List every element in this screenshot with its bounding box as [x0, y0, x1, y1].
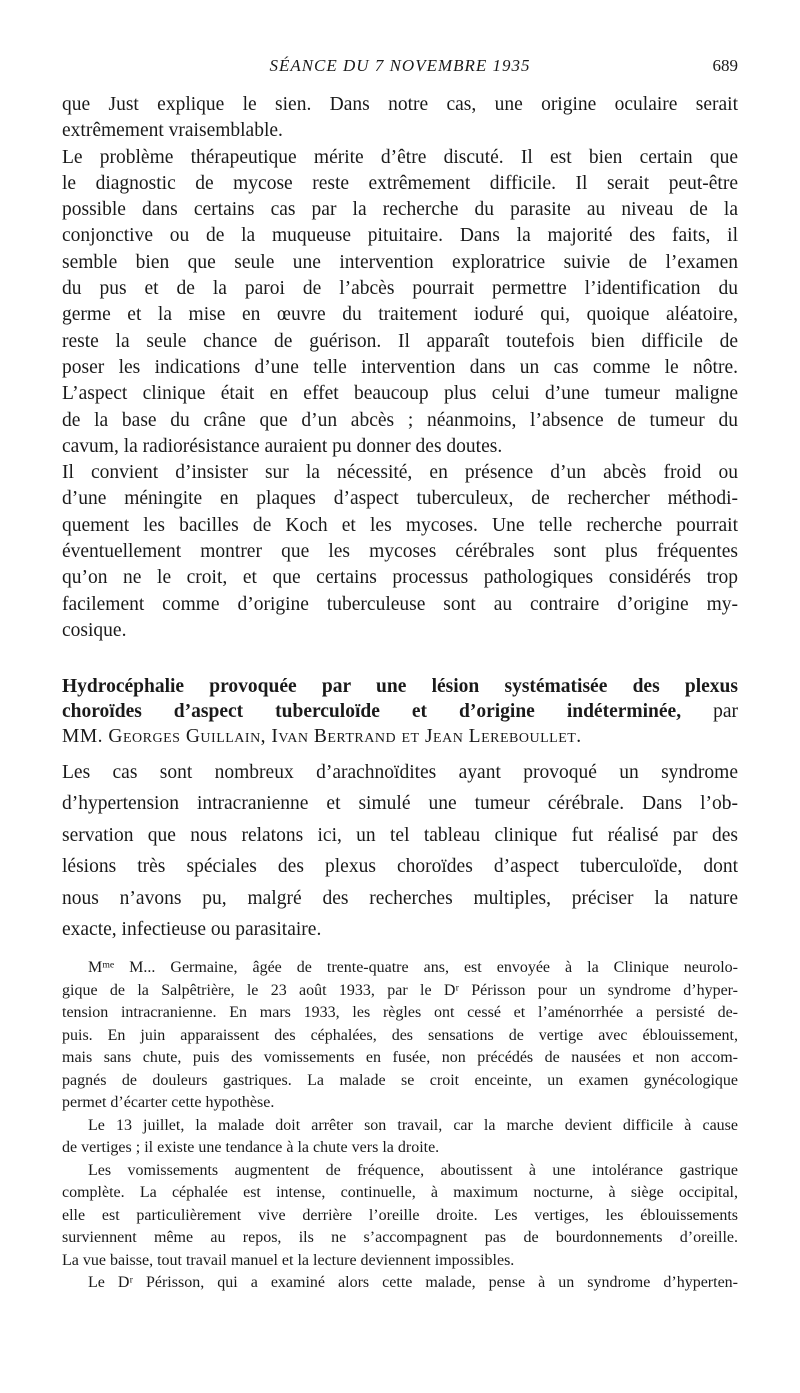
text-line: Le problème thérapeutique mérite d’être discuté. Il est bien certain que [62, 146, 738, 168]
text-line: L’aspect clinique était en effet beaucoup plus celui d’une tumeur maligne [62, 383, 738, 405]
text-line: poser les indications d’une telle intervention dans un cas comme le nôtre. [62, 356, 738, 378]
running-title: SÉANCE DU 7 NOVEMBRE 1935 [269, 56, 531, 75]
text-line: surviennent même au repos, ils ne s’accompagnent pas de bourdonnements d’oreille. [62, 1229, 738, 1246]
text-line: quement les bacilles de Koch et les mycoses. Une telle recherche pourrait [62, 514, 738, 536]
text-line: permet d’écarter cette hypothèse. [62, 1094, 275, 1111]
text-line: reste la seule chance de guérison. Il apparaît toutefois bien difficile de [62, 330, 738, 352]
text-line: de vertiges ; il existe une tendance à la chute vers la droite. [62, 1139, 440, 1156]
text-line: Les vomissements augmentent de fréquence, aboutissent à une intolérance gastrique [88, 1161, 738, 1179]
text-line: extrêmement vraisemblable. [62, 120, 283, 142]
paragraph [62, 1272, 738, 1295]
paragraph [62, 1115, 738, 1160]
paragraph [62, 92, 738, 145]
paragraph [62, 460, 738, 644]
text-line: Il convient d’insister sur la nécessité, en présence d’un abcès froid ou [62, 462, 738, 484]
text-line: de la base du crâne que d’un abcès ; néanmoins, l’absence de tumeur du [62, 409, 738, 431]
text-line: servation que nous relatons ici, un tel tableau clinique fut réalisé par des [62, 824, 738, 846]
text-line: d’une méningite en plaques d’aspect tuberculeux, de rechercher méthodi- [62, 488, 738, 510]
text-line: lésions très spéciales des plexus choroïdes d’aspect tuberculoïde, dont [62, 856, 738, 878]
text-line: Le 13 juillet, la malade doit arrêter son travail, car la marche devient difficile à cause [88, 1116, 738, 1134]
text-line: éventuellement montrer que les mycoses cérébrales sont plus fréquentes [62, 541, 738, 563]
text-line: le diagnostic de mycose reste extrêmement difficile. Il serait peut-être [62, 172, 738, 194]
article-title-line-2 [62, 699, 738, 724]
text-line: gique de la Salpêtrière, le 23 août 1933, par le Dʳ Périsson pour un syndrome d’hyper- [62, 981, 738, 999]
text-line: Les cas sont nombreux d’arachnoïdites ayant provoqué un syndrome [62, 762, 738, 783]
text-line: d’hypertension intracranienne et simulé une tumeur cérébrale. Dans l’ob- [62, 793, 738, 815]
discussion-text [62, 92, 738, 644]
text-line: facilement comme d’origine tuberculeuse sont au contraire d’origine my- [62, 593, 738, 615]
article-title-line-2-text: choroïdes d’aspect tuberculoïde et d’origine indéterminée, [62, 701, 682, 722]
text-line: puis. En juin apparaissent des céphalées, des sensations de vertige avec éblouissement, [62, 1026, 738, 1044]
text-line: Mᵐᵉ M... Germaine, âgée de trente-quatre ans, est envoyée à la Clinique neurolo- [88, 959, 738, 976]
text-line: conjonctive ou de la muqueuse pituitaire. Dans la majorité des faits, il [62, 225, 738, 247]
text-line: tension intracranienne. En mars 1933, les règles ont cessé et l’aménorrhée a persisté de- [62, 1004, 738, 1021]
article-heading [62, 674, 738, 749]
text-line: elle est particulièrement vive derrière l’oreille droite. Les vertiges, les éblouissements [62, 1206, 738, 1224]
case-report-text [62, 957, 738, 1295]
article-title-line-1: Hydrocéphalie provoquée par une lésion systématisée des plexus [62, 676, 738, 697]
text-line: nous n’avons pu, malgré des recherches multiples, préciser la nature [62, 887, 738, 909]
text-line: germe et la mise en œuvre du traitement ioduré qui, quoique aléatoire, [62, 304, 738, 326]
paragraph [62, 757, 738, 945]
text-line: mais sans chute, puis des vomissements en fusée, non précédés de nausées et non accom- [62, 1049, 738, 1066]
text-line: complète. La céphalée est intense, continuelle, à maximum nocturne, à siège occipital, [62, 1184, 738, 1201]
paragraph [62, 957, 738, 1115]
text-line: La vue baisse, tout travail manuel et la lecture deviennent impossibles. [62, 1251, 515, 1269]
text-line: pagnés de douleurs gastriques. La malade se croit enceinte, un examen gynécologique [62, 1071, 738, 1089]
text-line: Le Dʳ Périsson, qui a examiné alors cette malade, pense à un syndrome d’hyperten- [88, 1274, 738, 1291]
introduction-text [62, 757, 738, 945]
article-by: par [713, 701, 738, 722]
text-line: cosique. [62, 619, 127, 641]
text-line: possible dans certains cas par la recherche du parasite au niveau de la [62, 199, 738, 221]
article-authors: MM. Georges Guillain, Ivan Bertrand et Jean Lereboullet. [62, 726, 582, 747]
text-line: du pus et de la paroi de l’abcès pourrait permettre l’identification du [62, 278, 738, 300]
text-line: qu’on ne le croit, et que certains processus pathologiques considérés trop [62, 567, 738, 589]
text-line: exacte, infectieuse ou parasitaire. [62, 919, 322, 941]
text-line: semble bien que seule une intervention exploratrice suivie de l’examen [62, 251, 738, 273]
paragraph [62, 145, 738, 461]
text-line: cavum, la radiorésistance auraient pu donner des doutes. [62, 435, 503, 457]
text-line: que Just explique le sien. Dans notre cas, une origine oculaire serait [62, 94, 738, 115]
page-number: 689 [712, 56, 738, 75]
paragraph [62, 1160, 738, 1273]
running-header [62, 56, 738, 80]
